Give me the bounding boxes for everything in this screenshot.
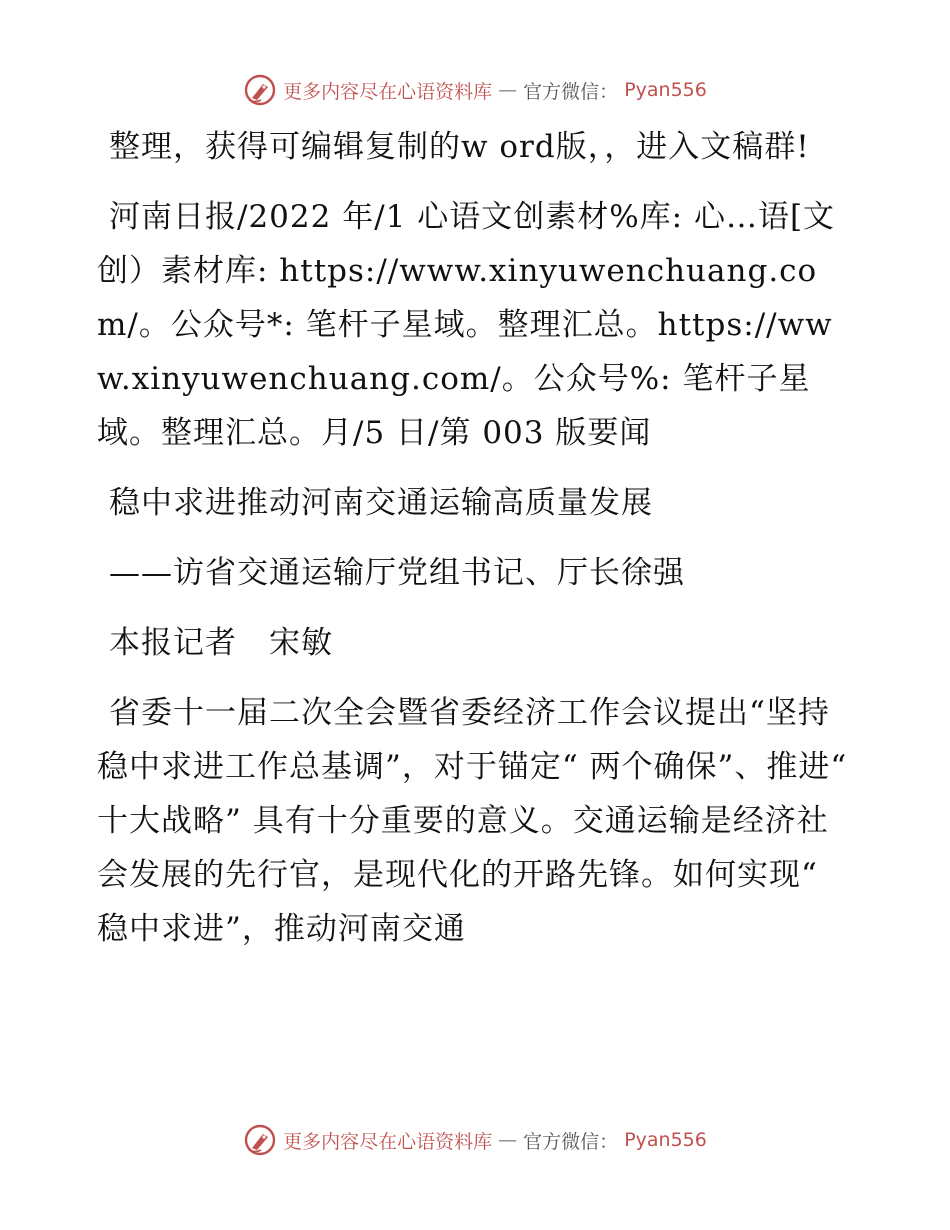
watermark-brand-text: 更多内容尽在心语资料库: [283, 1130, 493, 1153]
document-body: [97, 120, 857, 972]
watermark-separator: —: [498, 1129, 518, 1151]
article-byline: 本报记者 宋敏: [109, 625, 333, 661]
pen-nib-circle-logo-icon: [243, 73, 277, 107]
pen-nib-circle-logo-icon: [243, 1123, 277, 1157]
header-watermark: [0, 70, 950, 110]
watermark-official-label: 官方微信：: [523, 1130, 619, 1153]
article-body-paragraph: 省委十一届二次全会暨省委经济工作会议提出“坚持稳中求进工作总基调”，对于锚定“ 两个确保”、推进“ 十大战略” 具有十分重要的意义。交通运输是经济社会发展的先行官，是现代化的开路先锋。如何实现“ 稳中求进”，推动河南交通: [97, 695, 848, 947]
watermark-separator: —: [498, 79, 518, 101]
article-title: 稳中求进推动河南交通运输高质量发展: [109, 485, 653, 521]
intro-paragraph: 整理，获得可编辑复制的w ord版，，进入文稿群!: [109, 129, 810, 165]
source-paragraph: 河南日报/2022 年/1 心语文创素材%库: 心…语[文创）素材库: https://www.xinyuwenchuang.com/。公众号*: 笔杆子星域。整理汇总。https://www.xinyuwenchuang.com/。公众号%: 笔杆子星域。整理汇总。月/5 日/第 003 版要闻: [97, 199, 836, 451]
watermark-official-label: 官方微信：: [523, 80, 619, 103]
watermark-wechat-id: Pyan556: [624, 1129, 707, 1151]
footer-watermark: [0, 1120, 950, 1160]
article-subtitle: ——访省交通运输厅党组书记、厅长徐强: [109, 555, 685, 591]
watermark-brand-text: 更多内容尽在心语资料库: [283, 80, 493, 103]
watermark-wechat-id: Pyan556: [624, 79, 707, 101]
